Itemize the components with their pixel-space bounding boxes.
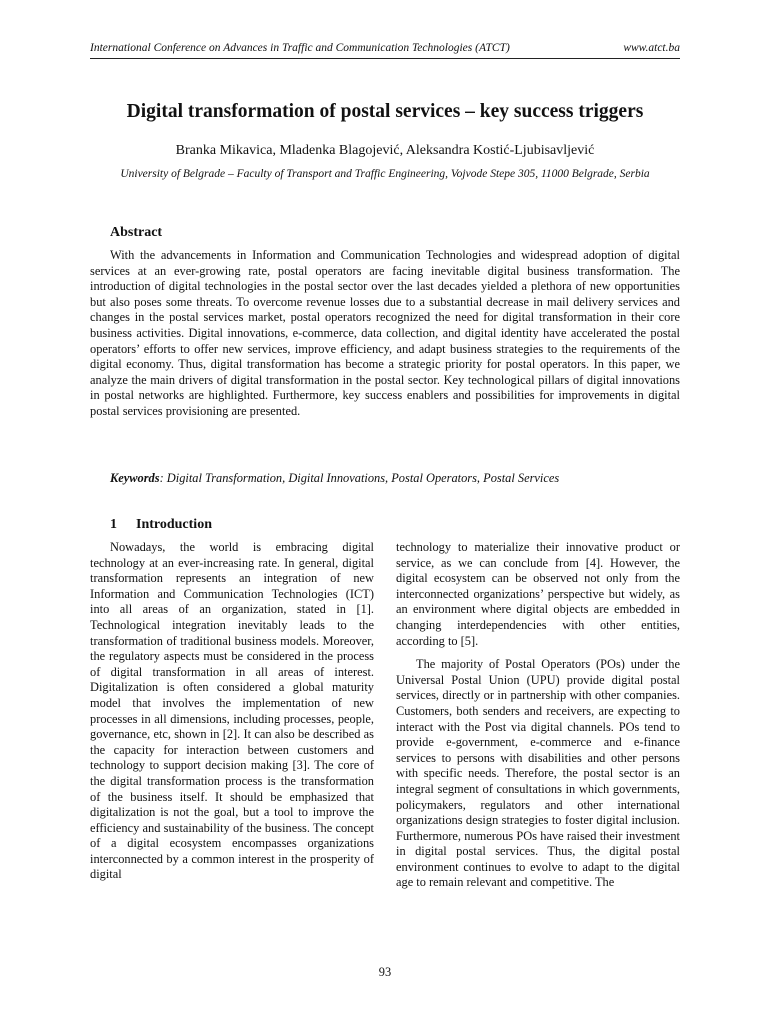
keywords-text: : Digital Transformation, Digital Innovations, Postal Operators, Postal Services [159, 471, 560, 485]
continued-paragraph: technology to materialize their innovative product or service, as we can conclude from [4]. However, the digital ecosystem can be observed not only from the interconnected organizations’ perspective but widely, as an environment where digital objects are embedded in changing interdependencies with other entities, according to [5]. [396, 540, 680, 648]
author-affiliation: University of Belgrade – Faculty of Transport and Traffic Engineering, Vojvode Stepe 305, 11000 Belgrade, Serbia [120, 168, 650, 180]
section-heading [110, 517, 212, 533]
left-column [90, 540, 374, 883]
postal-operators-paragraph: The majority of Postal Operators (POs) under the Universal Postal Union (UPU) provide digital postal services, directly or in partnership with other companies. Customers, both senders and receivers, are expecting to interact with the Post via digital channels. POs tend to provide e-government, e-commerce and e-finance services to persons with disabilities and other persons with specific needs. Therefore, the postal sector is an integral segment of consultations in which governments, policymakers, regulators and other international organizations design strategies to foster digital inclusion. Furthermore, numerous POs have raised their investment in digital postal services. Thus, the digital postal environment continues to evolve to adapt to the digital age to remain relevant and competitive. The [396, 657, 680, 890]
section-number: 1 [110, 517, 117, 532]
intro-paragraph: Nowadays, the world is embracing digital technology at an ever-increasing rate. In general, digital transformation represents an integration of new Information and Communication Technologies (ICT) into all areas of an organization, stated in [1]. Technological integration inevitably leads to the transformation of traditional business models. Moreover, the regulatory aspects must be considered in the process of digital transformation in all areas of interest. Digitalization is often considered a global maturity model that involves the implementation of new processes in all dimensions, including processes, people, governance, etc, shown in [2]. It can also be described as the capacity for interaction between customers and technology to support decision making [3]. The core of the digital transformation process is the transformation of the business itself. It should be emphasized that digitalization is not the goal, but a tool to improve the efficiency and sustainability of the business. The concept of a digital ecosystem encompasses organizations interconnected by a common interest in the prosperity of digital [90, 540, 374, 882]
abstract-text: With the advancements in Information and Communication Technologies and widespread adoption of digital services at an ever-growing rate, postal operators are facing inevitable digital business transformation. The introduction of digital technologies in the postal sector over the last decades yielded a plethora of new opportunities but also poses some threats. To overcome revenue losses due to a substantial decrease in mail delivery services and changes in the postal services market, postal operators recognized the need for digital transformation in their core business activities. Digital innovations, e-commerce, data collection, and digital identity have accelerated the postal operators’ efforts to offer new services, improve efficiency, and adapt business strategies to the requirements of the digital economy. Thus, digital transformation has become a strategic priority for postal operators. In this paper, we analyze the main drivers of digital transformation in the postal sector. Key technological pillars of digital innovations in postal networks are highlighted. Furthermore, key success enablers and possibilities for improvements in digital postal services provisioning are presented. [90, 248, 680, 418]
website-url[interactable]: www.atct.ba [623, 42, 680, 54]
paper-title: Digital transformation of postal services – key success triggers [126, 101, 644, 122]
conference-name: International Conference on Advances in Traffic and Communication Technologies (ATCT) [90, 42, 510, 54]
page-number: 93 [378, 965, 392, 979]
header-divider [90, 58, 680, 59]
abstract-heading: Abstract [110, 225, 163, 240]
right-column [396, 540, 680, 891]
paper-authors: Branka Mikavica, Mladenka Blagojević, Aleksandra Kostić-Ljubisavljević [175, 143, 595, 158]
section-title: Introduction [136, 517, 212, 532]
running-header [90, 42, 680, 54]
keywords-label: Keywords [110, 471, 160, 485]
keywords-line [110, 471, 680, 486]
